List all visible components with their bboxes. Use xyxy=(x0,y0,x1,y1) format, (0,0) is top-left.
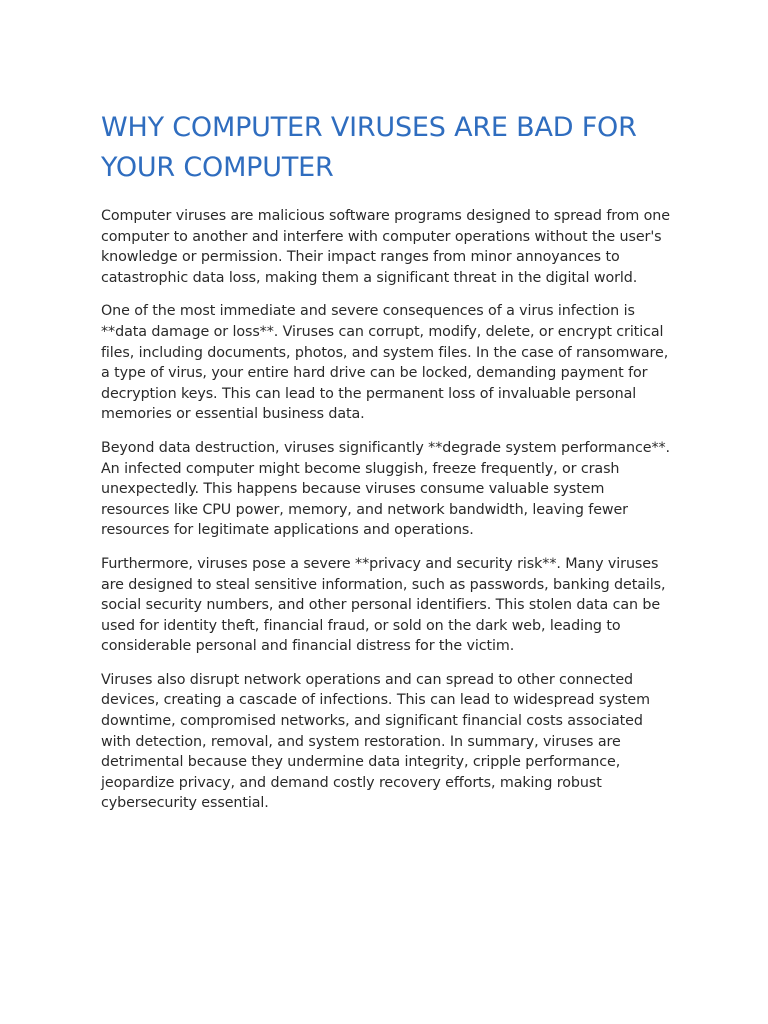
paragraph-introduction: Computer viruses are malicious software programs designed to spread from one computer to another and interfere with computer operations without the user's knowledge or permission. Their impact ranges from minor annoyances to catastrophic data loss, making them a significant threat in the digital world. xyxy=(101,208,670,286)
document-body xyxy=(101,108,675,827)
document-title: WHY COMPUTER VIRUSES ARE BAD FOR YOUR COMPUTER xyxy=(101,112,637,183)
paragraph-performance: Beyond data destruction, viruses significantly **degrade system performance**. An infected computer might become sluggish, freeze frequently, or crash unexpectedly. This happens because viruses consume valuable system resources like CPU power, memory, and network bandwidth, leaving fewer resources for legitimate applications and operations. xyxy=(101,439,670,539)
paragraph-privacy: Furthermore, viruses pose a severe **privacy and security risk**. Many viruses are designed to steal sensitive information, such as passwords, banking details, social security numbers, and other personal identifiers. This stolen data can be used for identity theft, financial fraud, or sold on the dark web, leading to considerable personal and financial distress for the victim. xyxy=(101,555,666,655)
paragraph-data-loss: One of the most immediate and severe consequences of a virus infection is **data damage or loss**. Viruses can corrupt, modify, delete, or encrypt critical files, including documents, photos, and system files. In the case of ransomware, a type of virus, your entire hard drive can be locked, demanding payment for decryption keys. This can lead to the permanent loss of invaluable personal memories or essential business data. xyxy=(101,303,669,423)
paragraph-network-summary: Viruses also disrupt network operations and can spread to other connected devices, creating a cascade of infections. This can lead to widespread system downtime, compromised networks, and significant financial costs associated with detection, removal, and system restoration. In summary, viruses are detrimental because they undermine data integrity, cripple performance, jeopardize privacy, and demand costly recovery efforts, making robust cybersecurity essential. xyxy=(101,671,650,812)
